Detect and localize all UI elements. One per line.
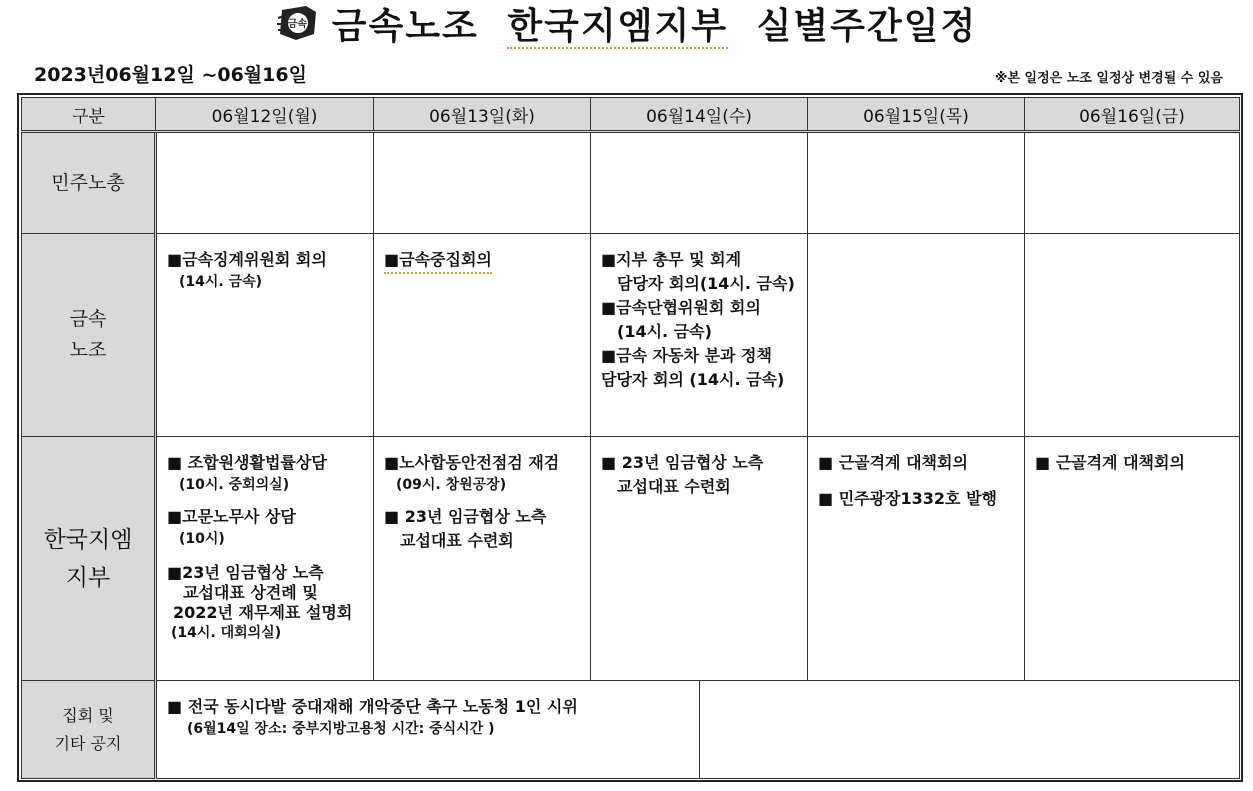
kctu-fri <box>1025 132 1240 234</box>
event-title: ■ 23년 임금협상 노측 <box>384 507 547 526</box>
event-title: ■금속징계위원회 회의 <box>167 250 327 269</box>
day-header-mon: 06월12일(월) <box>156 98 374 132</box>
kmwu-thu <box>808 234 1025 437</box>
row-label-notice-line1: 집회 및 <box>62 705 114 725</box>
notice-right <box>700 681 1239 778</box>
kctu-mon <box>156 132 374 234</box>
day-header-tue: 06월13일(화) <box>374 98 591 132</box>
event-title-cont: 교섭대표 수련회 <box>617 477 731 496</box>
row-label-notice <box>22 681 156 779</box>
event-title: ■고문노무사 상담 <box>167 507 296 526</box>
kctu-tue <box>374 132 591 234</box>
row-label-kctu: 민주노총 <box>22 132 156 234</box>
day-header-fri: 06월16일(금) <box>1025 98 1240 132</box>
event-title: ■23년 임금협상 노측 <box>167 563 324 582</box>
event-title: ■ 조합원생활법률상담 <box>167 453 327 472</box>
event-title: ■ 근골격계 대책회의 <box>1035 453 1185 472</box>
event-title-cont: 담당자 회의 (14시. 금속) <box>601 370 785 389</box>
event-title: ■금속 자동차 분과 정책 <box>601 346 772 365</box>
event-title: ■ 근골격계 대책회의 <box>818 453 968 472</box>
gm-wed <box>591 437 808 681</box>
kctu-wed <box>591 132 808 234</box>
kmwu-wed <box>591 234 808 437</box>
event-title-cont: 담당자 회의(14시. 금속) <box>617 274 795 293</box>
event-detail: (10시) <box>179 531 225 547</box>
event-detail: (09시. 창원공장) <box>396 477 507 493</box>
notice-left <box>157 681 700 778</box>
day-header-thu: 06월15일(목) <box>808 98 1025 132</box>
kmwu-fri <box>1025 234 1240 437</box>
kmwu-tue <box>374 234 591 437</box>
row-label-notice-line2: 기타 공지 <box>54 733 122 753</box>
gm-fri <box>1025 437 1240 681</box>
row-label-gm-line1: 한국지엠 <box>43 526 133 553</box>
gm-tue <box>374 437 591 681</box>
schedule-table-frame <box>17 93 1243 782</box>
event-title-cont: 2022년 재무제표 설명회 <box>173 603 353 622</box>
event-title-cont: 교섭대표 수련회 <box>400 531 514 550</box>
notice-title: ■ 전국 동시다발 중대재해 개악중단 촉구 노동청 1인 시위 <box>167 697 578 716</box>
row-kmwu <box>22 234 1240 437</box>
corner-header: 구분 <box>22 98 156 132</box>
date-range: 2023년06월12일 ~06월16일 <box>34 64 307 86</box>
row-gm <box>22 437 1240 681</box>
gm-thu <box>808 437 1025 681</box>
event-detail: (14시. 금속) <box>617 322 712 341</box>
row-label-kmwu-line2: 노조 <box>69 339 107 361</box>
notice-detail: (6월14일 장소: 중부지방고용청 시간: 중식시간 ) <box>187 721 495 737</box>
title-union: 금속노조 <box>331 5 479 47</box>
event-detail: (14시. 대회의실) <box>171 625 282 641</box>
page-title <box>332 0 978 49</box>
kctu-thu <box>808 132 1025 234</box>
title-row <box>0 0 1253 46</box>
schedule-change-note: ※본 일정은 노조 일정상 변경될 수 있음 <box>994 71 1223 86</box>
event-title: ■노사합동안전점검 재검 <box>384 453 560 472</box>
title-schedule: 실별주간일정 <box>756 5 978 47</box>
gm-mon <box>156 437 374 681</box>
event-detail: (10시. 중회의실) <box>179 477 290 493</box>
union-logo-icon <box>276 4 320 42</box>
kmwu-mon <box>156 234 374 437</box>
title-branch: 한국지엠지부 <box>507 5 729 47</box>
schedule-table <box>21 97 1240 779</box>
event-detail: (14시. 금속) <box>179 274 263 290</box>
notice-cell <box>156 681 1240 779</box>
event-title: ■금속단협위원회 회의 <box>601 298 761 317</box>
row-label-gm-line2: 지부 <box>65 564 111 591</box>
logo-text: 금속 <box>287 19 308 30</box>
row-label-gm <box>22 437 156 681</box>
event-title: ■금속중집회의 <box>384 248 492 274</box>
row-kctu <box>22 132 1240 234</box>
row-notice <box>22 681 1240 779</box>
event-title: ■지부 총무 및 회계 <box>601 250 742 269</box>
row-label-kmwu-line1: 금속 <box>69 308 107 330</box>
day-header-wed: 06월14일(수) <box>591 98 808 132</box>
event-title-cont: 교섭대표 상견례 및 <box>183 583 318 602</box>
event-title: ■ 민주광장1332호 발행 <box>818 489 997 508</box>
event-title: ■ 23년 임금협상 노측 <box>601 453 764 472</box>
row-label-kmwu <box>22 234 156 437</box>
